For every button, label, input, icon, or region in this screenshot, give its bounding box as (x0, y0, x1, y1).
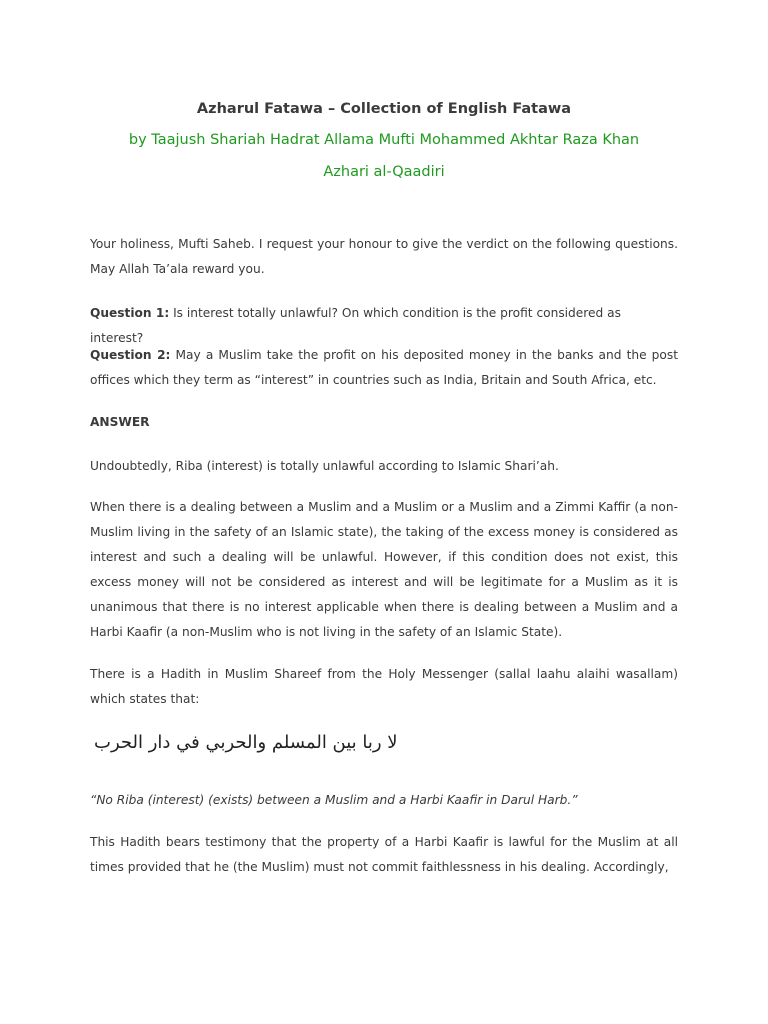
question-2-label: Question 2: (90, 348, 171, 362)
testimony-paragraph: This Hadith bears testimony that the property of a Harbi Kaafir is lawful for the Muslim at all times provided that he (the Muslim) must not commit faithlessness in his dealing. Accordingly, (90, 835, 678, 874)
undoubtedly-paragraph: Undoubtedly, Riba (interest) is totally unlawful according to Islamic Shari’ah. (90, 459, 559, 473)
question-1-label: Question 1: (90, 306, 170, 320)
arabic-hadith-text: لا ربا بين المسلم والحربي في دار الحرب (94, 732, 398, 753)
document-title: Azharul Fatawa – Collection of English Fatawa (196, 101, 572, 117)
question-2-text: May a Muslim take the profit on his deposited money in the banks and the post offices which they term as “interest” in countries such as India, Britain and South Africa, etc. (90, 348, 678, 387)
hadith-translation: “No Riba (interest) (exists) between a Muslim and a Harbi Kaafir in Darul Harb.” (90, 793, 578, 807)
dealing-paragraph: When there is a dealing between a Muslim and a Muslim or a Muslim and a Zimmi Kaffir (a non-Muslim living in the safety of an Islamic state), the taking of the excess money is considered as interest and such a dealing will be unlawful. However, if this condition does not exist, this excess money will not be considered as interest and will be legitimate for a Muslim as it is unanimous that there is no interest applicable when there is dealing between a Muslim and a Harbi Kaafir (a non-Muslim who is not living in the safety of an Islamic State). (90, 500, 678, 639)
hadith-intro-paragraph: There is a Hadith in Muslim Shareef from the Holy Messenger (sallal laahu alaihi wasallam) which states that: (90, 667, 678, 706)
intro-paragraph: Your holiness, Mufti Saheb. I request your honour to give the verdict on the following questions. May Allah Ta’ala reward you. (90, 237, 678, 276)
question-1-text: Is interest totally unlawful? On which condition is the profit considered as interest? (90, 306, 621, 345)
question-2-paragraph (90, 343, 678, 393)
author-line-2: Azhari al-Qaadiri (323, 164, 445, 180)
author-line-1: by Taajush Shariah Hadrat Allama Mufti Mohammed Akhtar Raza Khan (128, 132, 640, 148)
answer-heading: ANSWER (90, 415, 150, 429)
